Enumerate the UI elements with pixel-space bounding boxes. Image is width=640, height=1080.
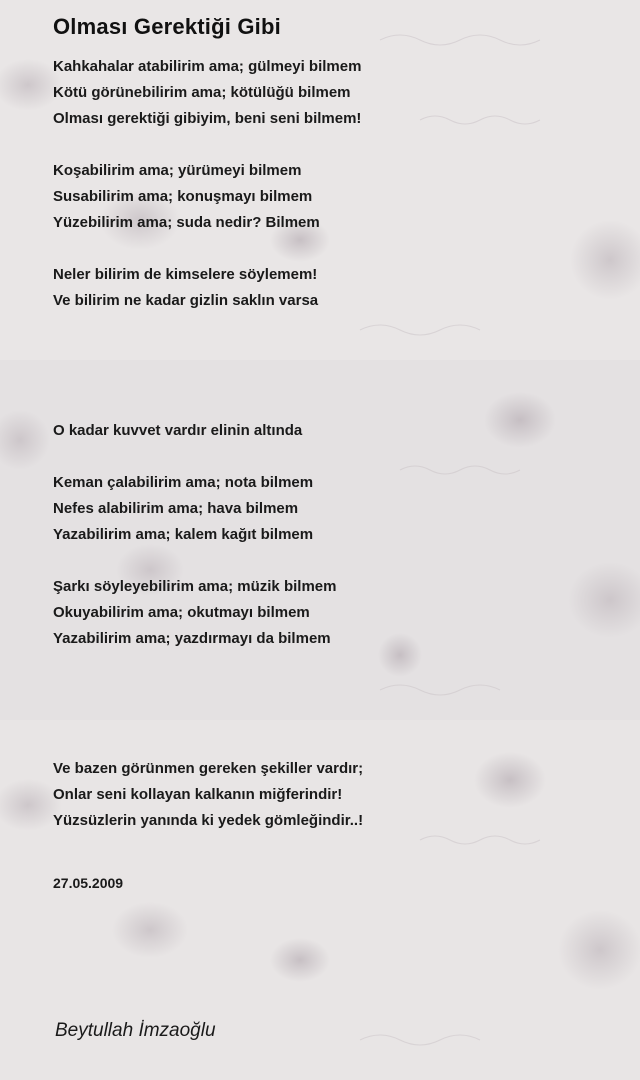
poem-line: Nefes alabilirim ama; hava bilmem (53, 500, 299, 517)
stanza (53, 54, 613, 132)
poem-line: Okuyabilirim ama; okutmayı bilmem (53, 604, 310, 621)
poem-line: Onlar seni kollayan kalkanın miğferindir! (53, 786, 343, 803)
poem-body (53, 54, 613, 834)
poem-line: Yüzsüzlerin yanında ki yedek gömleğindir..! (53, 812, 364, 829)
poem-line: Kötü görünebilirim ama; kötülüğü bilmem (53, 84, 351, 101)
stanza-gap (53, 132, 613, 158)
poem-line: Kahkahalar atabilirim ama; gülmeyi bilmem (53, 58, 362, 75)
poem-line: Şarkı söyleyebilirim ama; müzik bilmem (53, 578, 337, 595)
stanza (53, 470, 613, 548)
poem-title: Olması Gerektiği Gibi (53, 14, 281, 39)
poem-line: Yazabilirim ama; kalem kağıt bilmem (53, 526, 314, 543)
stanza-gap (53, 548, 613, 574)
poem-author: Beytullah İmzaoğlu (55, 1020, 216, 1041)
poem-line: Ve bilirim ne kadar gizlin saklın varsa (53, 292, 319, 309)
stanza-gap (53, 730, 613, 756)
poem-line: Ve bazen görünmen gereken şekiller vardır; (53, 760, 364, 777)
stanza-gap (53, 236, 613, 262)
poem-line: O kadar kuvvet vardır elinin altında (53, 422, 303, 439)
poem-line: Keman çalabilirim ama; nota bilmem (53, 474, 314, 491)
stanza-gap (53, 704, 613, 730)
stanza (53, 574, 613, 652)
poem-line: Olması gerektiği gibiyim, beni seni bilmem! (53, 110, 362, 127)
poem-line: Neler bilirim de kimselere söylemem! (53, 266, 318, 283)
stanza-gap (53, 340, 613, 366)
poem-line: Yazabilirim ama; yazdırmayı da bilmem (53, 630, 331, 647)
stanza-gap (53, 392, 613, 418)
stanza-gap (53, 366, 613, 392)
stanza-gap (53, 652, 613, 678)
stanza (53, 262, 613, 314)
stanza-gap (53, 444, 613, 470)
poem-date: 27.05.2009 (53, 875, 124, 891)
stanza (53, 418, 613, 444)
stanza-gap (53, 314, 613, 340)
poem-line: Koşabilirim ama; yürümeyi bilmem (53, 162, 302, 179)
poem-line: Susabilirim ama; konuşmayı bilmem (53, 188, 313, 205)
poem-line: Yüzebilirim ama; suda nedir? Bilmem (53, 214, 320, 231)
stanza (53, 756, 613, 834)
stanza (53, 158, 613, 236)
stanza-gap (53, 678, 613, 704)
